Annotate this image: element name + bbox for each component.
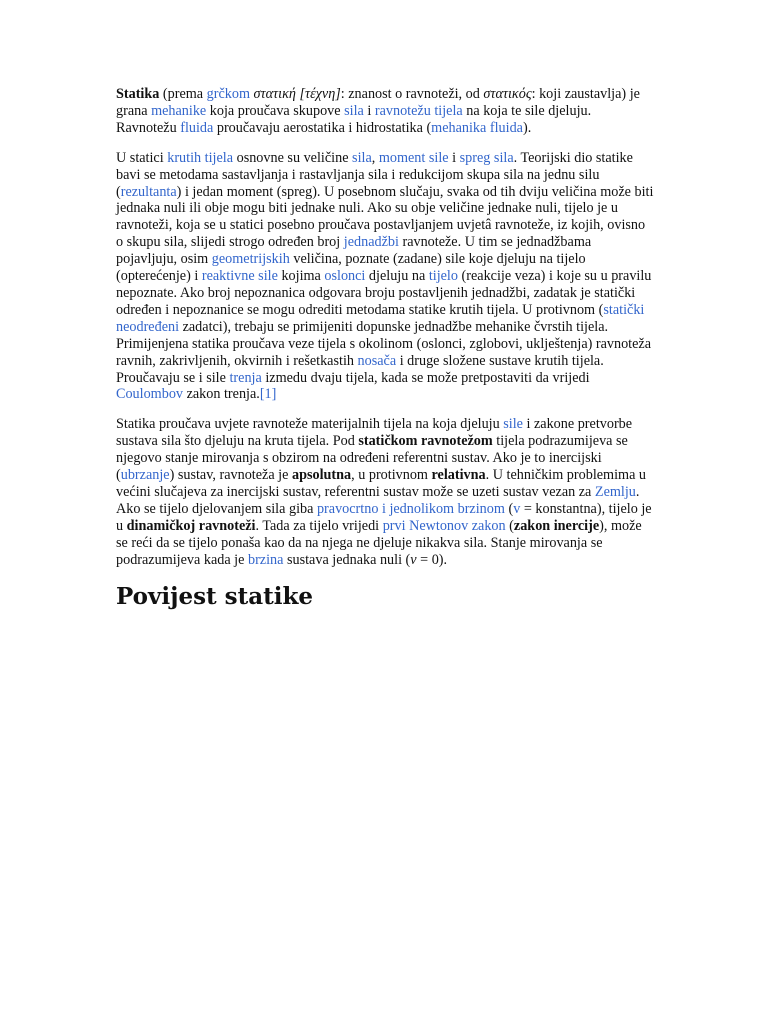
article-link[interactable]: reaktivne sile bbox=[201, 268, 278, 285]
text-run: = 0). bbox=[416, 551, 448, 568]
paragraph bbox=[116, 150, 654, 404]
text-run: tijela podrazumijeva se njegovo stanje mirovanja s obzirom na određeni referentni sustav. Ako je to inercijski ( bbox=[116, 433, 628, 484]
article-link[interactable]: [1] bbox=[259, 386, 277, 403]
text-run: , bbox=[371, 149, 379, 166]
italic-term: στατικός bbox=[483, 86, 532, 102]
article-link[interactable]: krutih tijela bbox=[167, 149, 234, 166]
paragraph bbox=[116, 416, 654, 568]
bold-term: Statika bbox=[116, 86, 160, 102]
bold-term: statičkom ravnotežom bbox=[358, 433, 493, 450]
text-run: . Ako se tijelo djelovanjem sila giba bbox=[116, 483, 640, 517]
article-link[interactable]: nosača bbox=[357, 352, 397, 369]
text-run: Statika proučava uvjete ravnoteže materijalnih tijela na koja djeluju bbox=[116, 416, 504, 433]
text-run: proučavaju aerostatika i hidrostatika ( bbox=[213, 119, 432, 136]
article-link[interactable]: fluida bbox=[180, 119, 214, 136]
bold-term: dinamičkoj ravnoteži bbox=[126, 517, 256, 534]
article-link[interactable]: oslonci bbox=[324, 268, 366, 285]
text-run: : koji zaustavlja) je grana bbox=[116, 86, 640, 119]
bold-term: apsolutna bbox=[291, 467, 352, 484]
article-link[interactable]: brzina bbox=[247, 551, 284, 568]
text-run: . Teorijski dio statike bavi se metodama sastavljanja i rastavljanja sila i redukcijom skupa sila na jednu silu ( bbox=[116, 149, 633, 200]
text-run: i bbox=[363, 102, 375, 119]
paragraph bbox=[116, 86, 654, 137]
text-run: ). bbox=[522, 119, 532, 136]
italic-term: στατική [τέχνη] bbox=[253, 86, 341, 102]
text-run: ) i jedan moment (spreg). U posebnom slučaju, svaka od tih dviju veličina može biti jednaka nuli ili obje mogu biti jednake nuli. Ako su obje veličine jednake nuli, tijelo je u ravnoteži, koja se u statici posebno proučava postavljanjem uvjetâ ravnoteže, iz kojih, ovisno o skupu sila, slijedi strogo određen broj bbox=[116, 183, 654, 251]
section-heading: Povijest statike bbox=[116, 583, 314, 611]
text-run: na koja te sile djeluju. Ravnotežu bbox=[116, 102, 592, 136]
article-link[interactable]: ravnotežu tijela bbox=[374, 102, 463, 119]
text-run: izmedu dvaju tijela, kada se može pretpostaviti da vrijedi bbox=[261, 369, 590, 386]
article-link[interactable]: jednadžbi bbox=[343, 234, 399, 251]
italic-term: v bbox=[410, 551, 417, 568]
article-link[interactable]: spreg sila bbox=[459, 149, 514, 166]
text-run: osnovne su veličine bbox=[233, 149, 353, 166]
article-link[interactable]: sila bbox=[344, 102, 364, 119]
article-link[interactable]: ubrzanje bbox=[120, 467, 170, 484]
text-run: , u protivnom bbox=[351, 467, 432, 484]
article-link[interactable]: rezultanta bbox=[120, 183, 177, 200]
bold-term: zakon inercije bbox=[513, 517, 600, 534]
article-link[interactable]: Zemlju bbox=[594, 483, 636, 500]
text-run: i zakone pretvorbe sustava sila što djeluju na kruta tijela. Pod bbox=[116, 416, 633, 450]
article-link[interactable]: mehanika fluida bbox=[431, 119, 523, 136]
text-run: (prema bbox=[159, 86, 207, 102]
text-run: ( bbox=[505, 517, 514, 534]
article-link[interactable]: trenja bbox=[229, 369, 262, 386]
text-run: ), može se reći da se tijelo ponaša kao da na njega ne djeluje nikakva sila. Stanje mirovanja se podrazumijeva kada je bbox=[116, 517, 642, 568]
text-run: (reakcije veza) i koje su u pravilu nepoznate. Ako broj nepoznanica odgovara broju postavljenih jednadžbi, zadatak je statički određen i nepoznanice se mogu odrediti metodama statike krutih tijela. U protivnom ( bbox=[116, 268, 652, 318]
text-run: . U tehničkim problemima u većini slučajeva za inercijski sustav, referentni sustav može se uzeti sustav vezan za bbox=[116, 467, 647, 500]
article-link[interactable]: moment sile bbox=[378, 149, 449, 166]
article-content bbox=[116, 86, 654, 612]
text-run: kojima bbox=[277, 268, 325, 285]
article-link[interactable]: sila bbox=[352, 149, 372, 166]
text-run: sustava jednaka nuli ( bbox=[283, 551, 411, 568]
article-link[interactable]: tijelo bbox=[428, 268, 458, 285]
text-run: veličina, poznate (zadane) sile koje djeluju na tijelo (opterećenje) i bbox=[116, 251, 586, 285]
article-link[interactable]: statički neodređeni bbox=[116, 301, 645, 335]
article-link[interactable]: prvi Newtonov zakon bbox=[382, 517, 506, 534]
text-run: U statici bbox=[116, 149, 168, 166]
article-link[interactable]: mehanike bbox=[151, 102, 207, 119]
text-run: zadatci), trebaju se primijeniti dopunske jednadžbe mehanike čvrstih tijela. Primijenjena statika proučava veze tijela s okolinom (oslonci, zglobovi, uklještenja) ravnoteža ravnih, zakrivljenih, okvirnih i rešetkastih bbox=[116, 318, 652, 369]
text-run: koja proučava skupove bbox=[206, 102, 345, 119]
text-run: ( bbox=[504, 500, 514, 517]
text-run: ravnoteže. U tim se jednadžbama pojavljuju, osim bbox=[116, 234, 592, 268]
text-run: i bbox=[448, 149, 460, 166]
text-run: = konstantna), tijelo je u bbox=[116, 500, 652, 534]
article-link[interactable]: geometrijskih bbox=[211, 251, 290, 268]
article-link[interactable]: Coulombov bbox=[116, 386, 184, 403]
text-run: zakon trenja. bbox=[183, 386, 260, 403]
article-link[interactable]: v bbox=[513, 500, 521, 517]
text-run: i druge složene sustave krutih tijela. Proučavaju se i sile bbox=[116, 352, 604, 386]
bold-term: relativna bbox=[431, 467, 486, 484]
text-run: : znanost o ravnoteži, od bbox=[340, 86, 484, 102]
article-link[interactable]: sile bbox=[503, 416, 523, 433]
text-run: ) sustav, ravnoteža je bbox=[169, 467, 292, 484]
article-link[interactable]: grčkom bbox=[206, 86, 250, 102]
text-run: . Tada za tijelo vrijedi bbox=[255, 517, 383, 534]
text-run: djeluju na bbox=[365, 268, 429, 285]
article-link[interactable]: pravocrtno i jednolikom brzinom bbox=[316, 500, 505, 517]
